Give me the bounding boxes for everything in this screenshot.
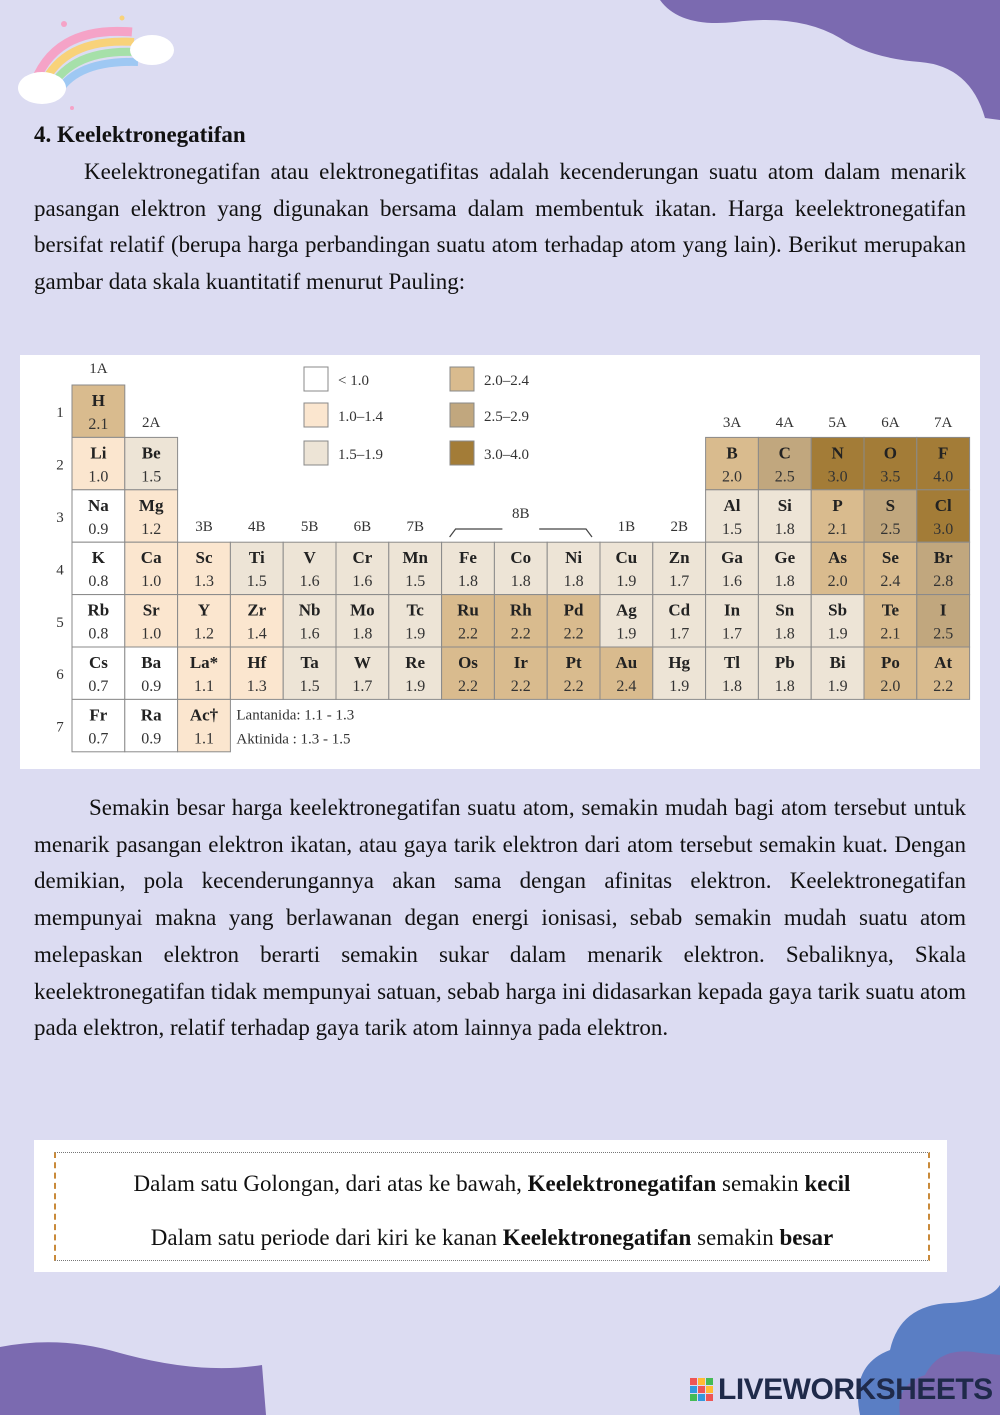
- section-heading: 4. Keelektronegatifan: [34, 122, 246, 147]
- electronegativity-value: 0.7: [88, 730, 109, 748]
- element-symbol: Po: [880, 653, 900, 672]
- electronegativity-value: 1.8: [510, 573, 531, 591]
- electronegativity-value: 1.8: [774, 520, 795, 538]
- intro-paragraph: Keelektronegatifan atau elektronegatifitas adalah kecenderungan suatu atom dalam menarik pasangan elektron yang digunakan bersama dalam membentuk ikatan. Harga keelektronegatifan bersifat relatif (berupa harga perbandingan suatu atom terhadap atom yang lain). Berikut merupakan gambar data skala kuantitatif menurut Pauling:: [34, 159, 966, 295]
- liveworksheets-icon: [690, 1378, 714, 1402]
- element-symbol: Nb: [298, 600, 321, 620]
- summary-text: semakin: [691, 1225, 780, 1250]
- element-symbol: Ac†: [189, 705, 219, 725]
- purple-blob-decoration: [640, 0, 1000, 120]
- legend-label: 1.5–1.9: [338, 447, 383, 463]
- electronegativity-value: 2.0: [722, 468, 742, 486]
- element-symbol: I: [939, 600, 947, 620]
- summary-text: Dalam satu Golongan, dari atas ke bawah,: [133, 1171, 528, 1196]
- element-symbol: Tc: [406, 600, 424, 620]
- element-symbol: C: [778, 443, 791, 463]
- element-symbol: Hf: [247, 653, 267, 672]
- group-label: 6B: [353, 519, 372, 535]
- element-symbol: Ir: [513, 653, 528, 672]
- legend-label: 3.0–4.0: [484, 447, 529, 463]
- purple-blob-decoration: [0, 1335, 270, 1415]
- group-8b-bracket: [450, 529, 592, 537]
- electronegativity-value: 1.9: [669, 678, 690, 695]
- element-symbol: Ag: [616, 600, 637, 620]
- electronegativity-value: 1.5: [299, 678, 320, 695]
- electronegativity-value: 2.5: [880, 520, 901, 538]
- legend-swatch: [450, 403, 474, 427]
- period-label: 4: [56, 562, 64, 579]
- electronegativity-value: 2.4: [880, 573, 901, 591]
- summary-text: semakin: [716, 1171, 805, 1196]
- electronegativity-value: 4.0: [933, 468, 954, 486]
- element-symbol: K: [91, 548, 106, 568]
- electronegativity-value: 1.0: [88, 468, 109, 486]
- electronegativity-value: 1.6: [299, 573, 320, 591]
- period-label: 2: [56, 457, 64, 474]
- element-symbol: La*: [189, 653, 219, 672]
- electronegativity-value: 2.1: [88, 416, 109, 433]
- electronegativity-value: 1.9: [827, 625, 848, 643]
- element-symbol: Ge: [774, 548, 796, 568]
- electronegativity-value: 2.5: [933, 625, 954, 643]
- summary-line-group: [56, 1171, 928, 1197]
- element-symbol: Fe: [459, 548, 477, 568]
- electronegativity-value: 1.3: [194, 573, 214, 591]
- period-label: 1: [56, 405, 64, 422]
- legend-label: 2.0–2.4: [484, 373, 529, 389]
- element-symbol: Os: [458, 653, 478, 672]
- group-label: 3B: [195, 519, 213, 535]
- electronegativity-value: 0.9: [141, 678, 162, 695]
- electronegativity-value: 0.9: [141, 730, 162, 748]
- electronegativity-value: 1.8: [722, 678, 742, 695]
- electronegativity-value: 2.2: [510, 678, 531, 695]
- electronegativity-value: 1.6: [352, 573, 373, 591]
- element-symbol: Zr: [247, 600, 267, 620]
- group-label: 7B: [406, 519, 424, 535]
- element-symbol: Al: [723, 495, 741, 515]
- electronegativity-value: 2.0: [880, 678, 901, 695]
- periodic-table-figure: [20, 355, 980, 769]
- element-symbol: Mo: [350, 600, 375, 620]
- electronegativity-value: 1.4: [246, 625, 267, 643]
- element-symbol: B: [726, 443, 738, 463]
- element-symbol: At: [934, 653, 953, 672]
- element-symbol: Rh: [509, 600, 532, 620]
- summary-text: Dalam satu periode dari kiri ke kanan: [150, 1225, 503, 1250]
- electronegativity-value: 3.0: [933, 520, 954, 538]
- electronegativity-value: 1.7: [722, 625, 742, 643]
- electronegativity-value: 0.8: [88, 573, 109, 591]
- element-symbol: Se: [881, 548, 899, 568]
- electronegativity-value: 1.0: [141, 625, 162, 643]
- legend-swatch: [450, 441, 474, 465]
- electronegativity-value: 0.9: [88, 520, 109, 538]
- electronegativity-value: 1.1: [194, 678, 214, 695]
- element-symbol: Tl: [723, 653, 741, 672]
- electronegativity-value: 1.0: [141, 573, 162, 591]
- electronegativity-value: 1.3: [246, 678, 267, 695]
- electronegativity-value: 1.7: [352, 678, 373, 695]
- element-symbol: Fr: [89, 705, 108, 725]
- element-symbol: Ra: [140, 705, 162, 725]
- electronegativity-value: 1.9: [616, 573, 637, 591]
- element-symbol: H: [91, 391, 106, 410]
- electronegativity-value: 1.7: [669, 625, 690, 643]
- liveworksheets-logo: [690, 1373, 993, 1407]
- watermark-text: LIVEWORKSHEETS: [718, 1373, 993, 1406]
- electronegativity-value: 0.7: [88, 678, 109, 695]
- element-symbol: Y: [197, 600, 211, 620]
- element-symbol: Sb: [828, 600, 848, 620]
- element-symbol: S: [885, 495, 896, 515]
- element-symbol: Te: [881, 600, 900, 620]
- electronegativity-value: 1.8: [774, 573, 795, 591]
- electronegativity-value: 1.9: [616, 625, 637, 643]
- element-symbol: Ni: [565, 548, 583, 568]
- element-symbol: N: [831, 443, 844, 463]
- element-symbol: Mg: [138, 495, 164, 515]
- element-symbol: Hg: [668, 653, 691, 672]
- electronegativity-value: 2.1: [880, 625, 901, 643]
- element-symbol: Rb: [87, 600, 110, 620]
- element-symbol: Ca: [140, 548, 162, 568]
- element-symbol: Sr: [142, 600, 160, 620]
- element-symbol: Au: [615, 653, 638, 672]
- element-symbol: V: [303, 548, 316, 568]
- electronegativity-value: 1.6: [722, 573, 742, 591]
- element-symbol: F: [938, 443, 949, 463]
- group-label: 5B: [300, 519, 319, 535]
- electronegativity-value: 1.5: [722, 520, 742, 538]
- element-symbol: Ta: [300, 653, 319, 672]
- electronegativity-value: 2.0: [827, 573, 848, 591]
- electronegativity-value: 2.2: [510, 625, 531, 643]
- element-symbol: Li: [90, 443, 107, 463]
- legend-label: < 1.0: [338, 373, 369, 389]
- legend-swatch: [304, 403, 328, 427]
- element-symbol: Cl: [934, 495, 952, 515]
- electronegativity-value: 1.6: [299, 625, 320, 643]
- summary-trend: besar: [779, 1225, 834, 1250]
- electronegativity-value: 1.2: [194, 625, 214, 643]
- element-symbol: Br: [933, 548, 953, 568]
- element-symbol: O: [883, 443, 898, 463]
- electronegativity-value: 1.9: [827, 678, 848, 695]
- rainbow-cloud-icon: [12, 10, 182, 110]
- electronegativity-value: 2.2: [458, 678, 478, 695]
- legend-swatch: [304, 441, 328, 465]
- element-symbol: Co: [510, 548, 532, 568]
- group-label: 2A: [142, 415, 161, 431]
- period-label: 7: [56, 719, 64, 736]
- explanation-paragraph: Semakin besar harga keelektronegatifan suatu atom, semakin mudah bagi atom tersebut untuk menarik pasangan elektron ikatan, atau gaya tarik elektron dari atom tersebut semakin kuat. Dengan demikian, pola kecenderungannya akan sama dengan afinitas elektron. Keelektronegatifan mempunyai makna yang berlawanan degan energi ionisasi, sebab semakin mudah suatu atom melepaskan elektron berarti semakin sukar dalam menarik elektron. Sebaliknya, Skala keelektronegatifan tidak mempunyai satuan, sebab harga ini didasarkan kepada gaya tarik suatu atom pada elektron, relatif terhadap gaya tarik atom lainnya pada elektron.: [34, 795, 966, 1041]
- summary-trend: kecil: [804, 1171, 851, 1196]
- element-symbol: Pb: [774, 653, 795, 672]
- element-symbol: Cd: [668, 600, 691, 620]
- electronegativity-value: 2.1: [827, 520, 848, 538]
- element-symbol: P: [832, 495, 843, 515]
- summary-box: [34, 1140, 947, 1272]
- actinide-note: Aktinida : 1.3 - 1.5: [236, 731, 351, 748]
- electronegativity-value: 1.8: [352, 625, 373, 643]
- element-symbol: As: [828, 548, 848, 568]
- electronegativity-value: 3.5: [880, 468, 901, 486]
- element-symbol: Re: [405, 653, 426, 672]
- electronegativity-value: 1.9: [405, 678, 426, 695]
- electronegativity-value: 2.2: [458, 625, 478, 643]
- summary-term: Keelektronegatifan: [502, 1225, 692, 1250]
- lanthanide-note: Lantanida: 1.1 - 1.3: [236, 707, 355, 724]
- period-label: 6: [56, 667, 64, 684]
- element-symbol: Mn: [402, 548, 428, 568]
- electronegativity-value: 1.7: [669, 573, 690, 591]
- electronegativity-value: 3.0: [827, 468, 848, 486]
- electronegativity-value: 1.2: [141, 520, 162, 538]
- element-symbol: Ti: [248, 548, 265, 568]
- group-label: 2B: [670, 519, 688, 535]
- element-symbol: Cu: [615, 548, 638, 568]
- element-symbol: W: [353, 653, 371, 672]
- element-symbol: Be: [141, 443, 161, 463]
- period-label: 5: [56, 614, 64, 631]
- element-symbol: Sn: [775, 600, 795, 620]
- group-label: 1B: [617, 519, 636, 535]
- electronegativity-value: 2.5: [774, 468, 795, 486]
- electronegativity-value: 1.5: [405, 573, 426, 591]
- electronegativity-value: 1.8: [774, 625, 795, 643]
- element-symbol: Ba: [141, 653, 162, 672]
- group-label: 4A: [775, 415, 794, 431]
- element-symbol: In: [723, 600, 741, 620]
- element-symbol: Si: [777, 495, 792, 515]
- electronegativity-value: 2.4: [616, 678, 637, 695]
- electronegativity-value: 1.5: [246, 573, 267, 591]
- group-label: 4B: [248, 519, 266, 535]
- electronegativity-value: 2.2: [563, 625, 584, 643]
- group-label: 5A: [828, 415, 847, 431]
- summary-border: [54, 1152, 930, 1261]
- element-symbol: Cs: [88, 653, 108, 672]
- electronegativity-value: 1.9: [405, 625, 426, 643]
- group-label: 3A: [722, 415, 742, 431]
- element-symbol: Bi: [829, 653, 846, 672]
- legend-label: 1.0–1.4: [338, 409, 383, 425]
- group-label: 6A: [881, 415, 900, 431]
- electronegativity-value: 1.8: [563, 573, 584, 591]
- electronegativity-periodic-table: [20, 355, 980, 769]
- legend-swatch: [450, 367, 474, 391]
- electronegativity-value: 2.2: [563, 678, 584, 695]
- element-symbol: Sc: [195, 548, 213, 568]
- element-symbol: Ru: [457, 600, 479, 620]
- electronegativity-value: 1.5: [141, 468, 162, 486]
- electronegativity-value: 2.8: [933, 573, 954, 591]
- group-label: 7A: [934, 415, 953, 431]
- summary-term: Keelektronegatifan: [527, 1171, 717, 1196]
- electronegativity-value: 1.8: [458, 573, 478, 591]
- electronegativity-value: 2.2: [933, 678, 954, 695]
- group-label: 8B: [512, 506, 530, 522]
- summary-line-period: [56, 1225, 928, 1251]
- legend-label: 2.5–2.9: [484, 409, 529, 425]
- electronegativity-value: 1.1: [194, 730, 214, 748]
- element-symbol: Na: [88, 495, 109, 515]
- element-symbol: Cr: [352, 548, 373, 568]
- electronegativity-value: 0.8: [88, 625, 109, 643]
- legend-swatch: [304, 367, 328, 391]
- group-label: 1A: [89, 361, 108, 377]
- element-symbol: Pd: [563, 600, 584, 620]
- electronegativity-value: 1.8: [774, 678, 795, 695]
- element-symbol: Pt: [565, 653, 582, 672]
- element-symbol: Zn: [668, 548, 690, 568]
- period-label: 3: [56, 510, 64, 526]
- element-symbol: Ga: [721, 548, 743, 568]
